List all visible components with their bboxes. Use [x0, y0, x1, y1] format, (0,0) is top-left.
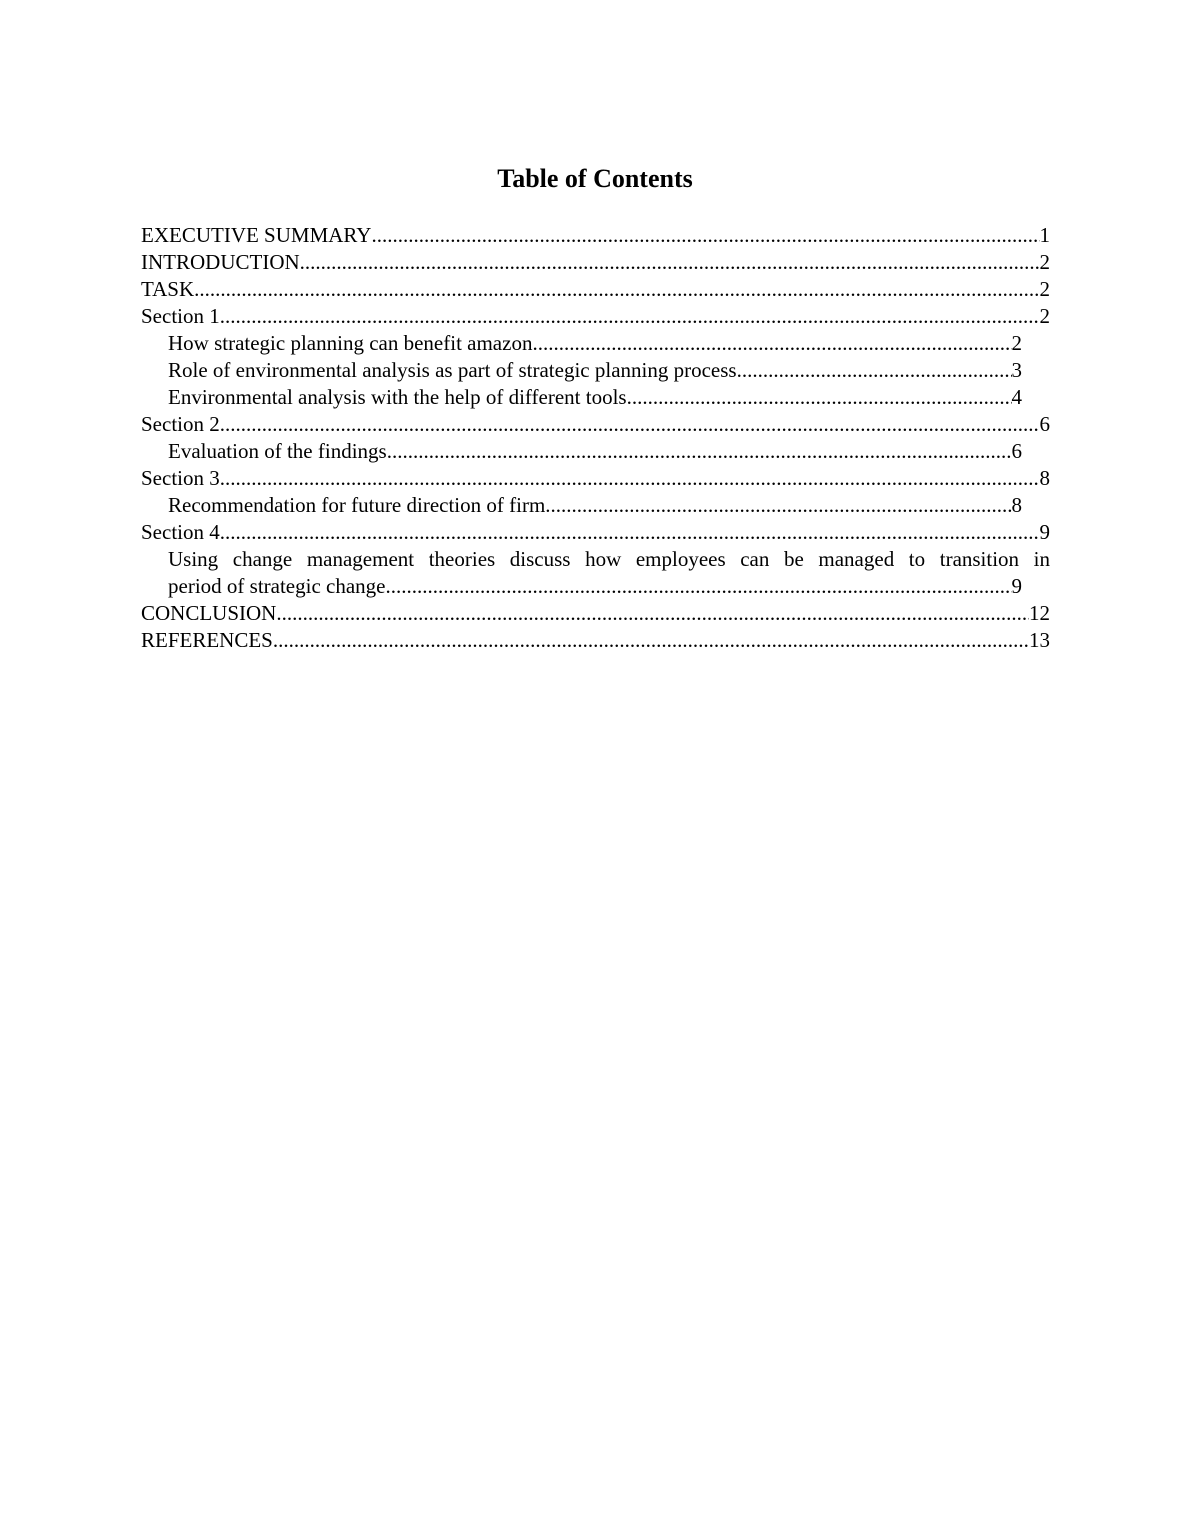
dot-leader — [737, 357, 1012, 384]
toc-entry-label: CONCLUSION — [141, 601, 277, 625]
dot-leader — [273, 627, 1029, 654]
dot-leader — [276, 600, 1029, 627]
dot-leader — [532, 330, 1011, 357]
toc-entry-executive-summary[interactable] — [141, 222, 1050, 249]
toc-entry-page: 6 — [1039, 412, 1050, 436]
toc-entry-section-3[interactable] — [141, 465, 1050, 492]
toc-title: Table of Contents — [497, 164, 693, 193]
toc-entry-page: 9 — [1011, 574, 1022, 598]
toc-entry-label: Section 2 — [141, 412, 220, 436]
table-of-contents — [141, 222, 1050, 654]
dot-leader — [300, 249, 1040, 276]
toc-entry-evaluation-findings[interactable] — [168, 438, 1022, 465]
toc-entry-label: Section 1 — [141, 304, 220, 328]
toc-entry-page: 8 — [1039, 466, 1050, 490]
dot-leader — [627, 384, 1012, 411]
toc-entry-page: 4 — [1011, 385, 1022, 409]
dot-leader — [371, 222, 1039, 249]
toc-entry-page: 9 — [1039, 520, 1050, 544]
toc-entry-page: 2 — [1039, 277, 1050, 301]
toc-entry-change-management[interactable] — [168, 546, 1050, 600]
dot-leader — [387, 438, 1012, 465]
toc-entry-page: 2 — [1039, 304, 1050, 328]
toc-entry-label: REFERENCES — [141, 628, 273, 652]
dot-leader — [220, 411, 1040, 438]
dot-leader — [220, 465, 1040, 492]
toc-entry-label: TASK — [141, 277, 195, 301]
toc-entry-page: 12 — [1029, 601, 1050, 625]
toc-entry-section-2[interactable] — [141, 411, 1050, 438]
dot-leader — [386, 573, 1012, 600]
toc-entry-label: Role of environmental analysis as part of strategic planning process — [168, 358, 737, 382]
toc-entry-section-4[interactable] — [141, 519, 1050, 546]
toc-entry-environmental-analysis-tools[interactable] — [168, 384, 1022, 411]
toc-entry-page: 3 — [1011, 358, 1022, 382]
toc-entry-recommendation[interactable] — [168, 492, 1022, 519]
toc-entry-task[interactable] — [141, 276, 1050, 303]
dot-leader — [194, 276, 1039, 303]
toc-entry-label: Environmental analysis with the help of different tools — [168, 385, 627, 409]
toc-entry-label: Evaluation of the findings — [168, 439, 387, 463]
toc-entry-page: 1 — [1039, 223, 1050, 247]
toc-entry-role-environmental-analysis[interactable] — [168, 357, 1022, 384]
toc-entry-references[interactable] — [141, 627, 1050, 654]
toc-entry-introduction[interactable] — [141, 249, 1050, 276]
dot-leader — [220, 303, 1040, 330]
toc-entry-label-line1: Using change management theories discuss how employees can be managed to transition in — [168, 547, 1050, 571]
toc-entry-label: Section 3 — [141, 466, 220, 490]
toc-entry-page: 8 — [1011, 493, 1022, 517]
toc-entry-conclusion[interactable] — [141, 600, 1050, 627]
toc-entry-strategic-planning-benefit[interactable] — [168, 330, 1022, 357]
dot-leader — [220, 519, 1040, 546]
toc-entry-label-line2: period of strategic change — [168, 574, 386, 598]
toc-entry-page: 6 — [1011, 439, 1022, 463]
toc-entry-label: How strategic planning can benefit amazon — [168, 331, 533, 355]
toc-entry-label: INTRODUCTION — [141, 250, 300, 274]
toc-entry-page: 13 — [1029, 628, 1050, 652]
toc-entry-page: 2 — [1039, 250, 1050, 274]
toc-entry-label: EXECUTIVE SUMMARY — [141, 223, 372, 247]
toc-entry-line2 — [168, 573, 1022, 600]
toc-entry-section-1[interactable] — [141, 303, 1050, 330]
toc-entry-page: 2 — [1011, 331, 1022, 355]
toc-entry-label: Section 4 — [141, 520, 220, 544]
toc-entry-label: Recommendation for future direction of firm — [168, 493, 546, 517]
dot-leader — [545, 492, 1011, 519]
